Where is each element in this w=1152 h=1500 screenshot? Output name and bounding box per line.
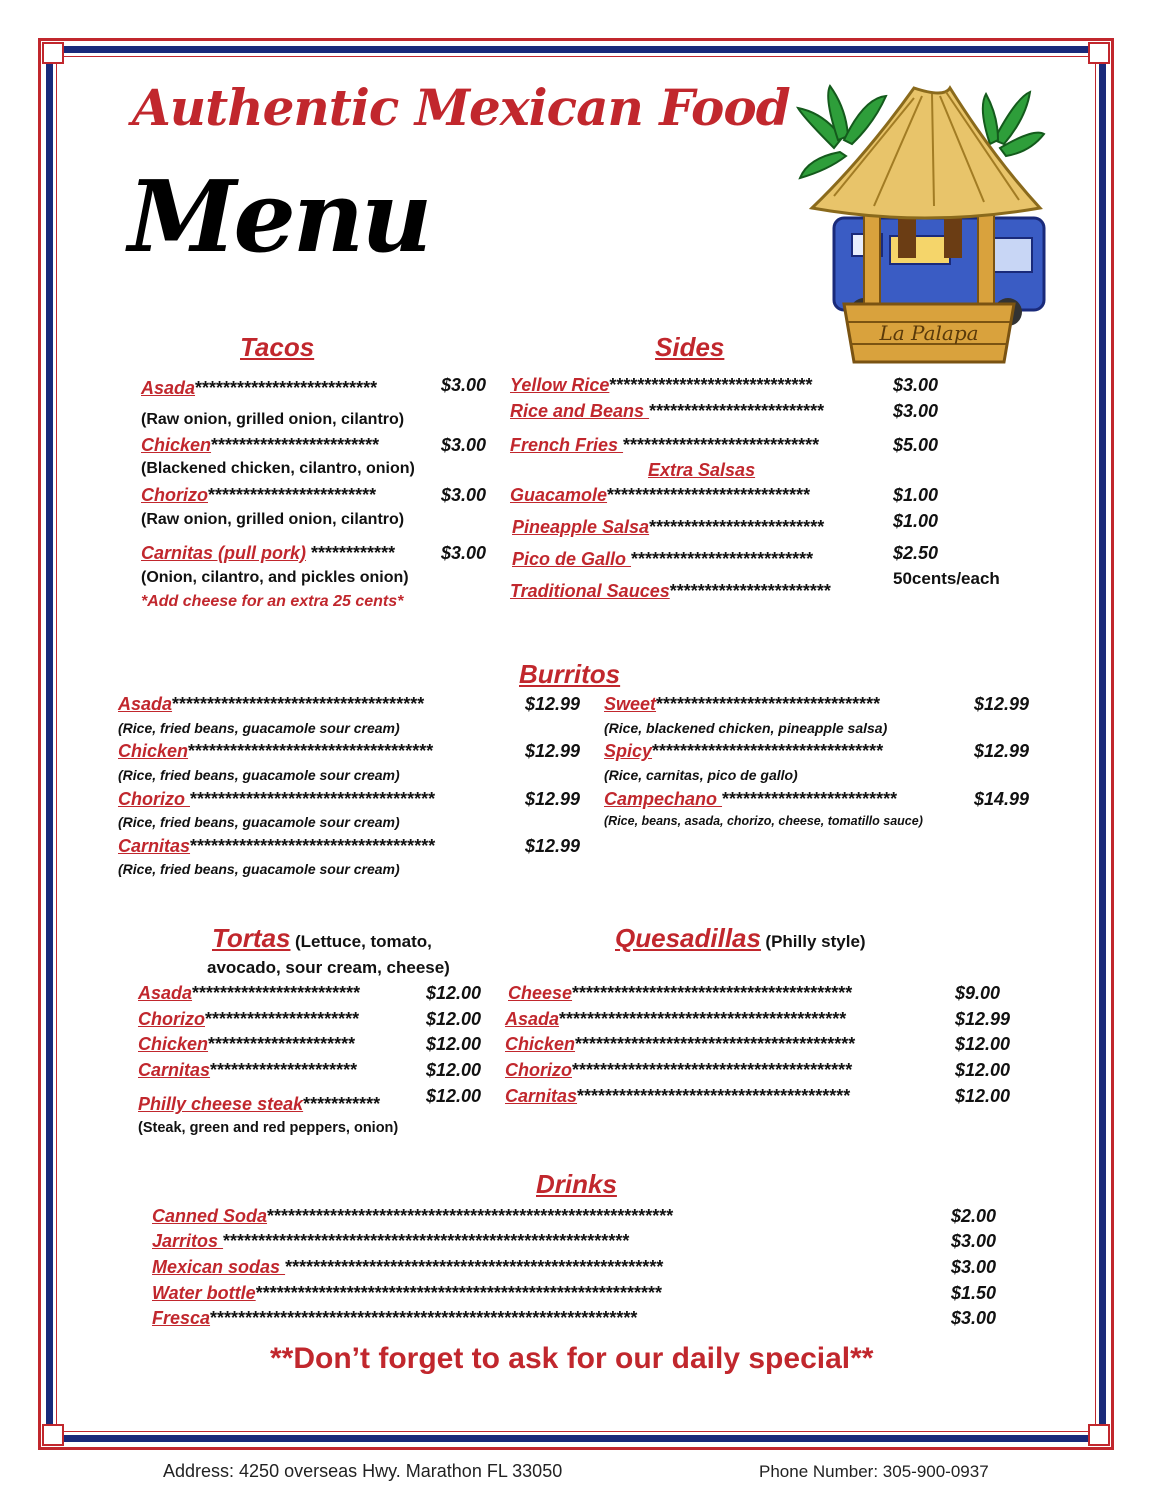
tacos-note: *Add cheese for an extra 25 cents* — [141, 593, 404, 610]
corner-ornament — [42, 1424, 64, 1446]
quesadillas-heading: Quesadillas — [615, 923, 761, 953]
quesadilla-price: $12.00 — [955, 1060, 1011, 1080]
salsa-item: Guacamole***************************** — [510, 485, 811, 505]
burritos-heading: Burritos — [519, 659, 621, 689]
tacos-price: $3.00 — [441, 543, 487, 563]
burrito-item: Chorizo *********************************** — [118, 789, 436, 809]
torta-item: Chorizo********************** — [138, 1009, 360, 1029]
burrito-item: Campechano ************************* — [604, 789, 898, 809]
sides-price: $5.00 — [893, 435, 939, 455]
torta-item: Carnitas********************* — [138, 1060, 358, 1080]
burrito-item: Sweet******************************** — [604, 694, 881, 714]
sides-heading: Sides — [655, 332, 725, 362]
quesadilla-price: $12.99 — [955, 1009, 1011, 1029]
drink-item: Fresca************************************************************* — [152, 1308, 638, 1328]
tacos-item: Chicken************************ — [141, 435, 380, 455]
drink-price: $3.00 — [951, 1231, 997, 1251]
burrito-desc: (Rice, carnitas, pico de gallo) — [604, 767, 798, 783]
sides-price: $3.00 — [893, 401, 939, 421]
burrito-item: Spicy********************************* — [604, 741, 884, 761]
footer-phone: Phone Number: 305-900-0937 — [759, 1462, 989, 1481]
torta-price: $12.00 — [426, 983, 482, 1003]
quesadilla-price: $9.00 — [955, 983, 1001, 1003]
torta-item: Asada************************ — [138, 983, 361, 1003]
torta-desc: (Steak, green and red peppers, onion) — [138, 1120, 399, 1136]
tacos-price: $3.00 — [441, 435, 487, 455]
sides-price: $3.00 — [893, 375, 939, 395]
sides-item: French Fries **************************** — [510, 435, 820, 455]
quesadilla-item: Asada***************************************** — [505, 1009, 847, 1029]
drink-price: $2.00 — [951, 1206, 997, 1226]
extra-salsas-heading: Extra Salsas — [648, 460, 756, 480]
tacos-desc: (Raw onion, grilled onion, cilantro) — [141, 511, 405, 528]
tortas-heading: Tortas — [212, 923, 291, 953]
drink-price: $3.00 — [951, 1308, 997, 1328]
corner-ornament — [1088, 1424, 1110, 1446]
torta-price: $12.00 — [426, 1086, 482, 1106]
quesadilla-item: Carnitas*************************************** — [505, 1086, 851, 1106]
subtitle: Authentic Mexican Food — [132, 78, 790, 137]
salsa-price: $1.00 — [893, 485, 939, 505]
quesadilla-item: Chicken**************************************** — [505, 1034, 856, 1054]
burrito-price: $12.99 — [525, 694, 581, 714]
salsa-item: Pico de Gallo ************************** — [512, 549, 814, 569]
drink-price: $1.50 — [951, 1283, 997, 1303]
drink-item: Jarritos ********************************************************** — [152, 1231, 630, 1251]
tacos-desc: (Raw onion, grilled onion, cilantro) — [141, 411, 405, 428]
burrito-desc: (Rice, blackened chicken, pineapple salsa) — [604, 720, 888, 736]
burrito-desc: (Rice, fried beans, guacamole sour cream) — [118, 767, 400, 783]
burrito-item: Chicken*********************************** — [118, 741, 434, 761]
tacos-price: $3.00 — [441, 375, 487, 395]
burrito-price: $12.99 — [974, 741, 1030, 761]
burrito-item: Asada************************************ — [118, 694, 425, 714]
quesadilla-price: $12.00 — [955, 1086, 1011, 1106]
daily-special-banner: **Don’t forget to ask for our daily special** — [270, 1342, 874, 1375]
burrito-price: $12.99 — [525, 836, 581, 856]
burrito-desc: (Rice, fried beans, guacamole sour cream) — [118, 720, 400, 736]
quesadillas-header — [615, 923, 866, 954]
sides-item: Yellow Rice***************************** — [510, 375, 813, 395]
torta-item: Philly cheese steak*********** — [138, 1094, 381, 1114]
burrito-price: $14.99 — [974, 789, 1030, 809]
tortas-header — [212, 923, 432, 954]
tacos-price: $3.00 — [441, 485, 487, 505]
drink-price: $3.00 — [951, 1257, 997, 1277]
quesadillas-note: (Philly style) — [765, 932, 866, 951]
tacos-desc: (Onion, cilantro, and pickles onion) — [141, 569, 409, 586]
corner-ornament — [1088, 42, 1110, 64]
logo-text: La Palapa — [879, 321, 979, 345]
sides-item: Rice and Beans ************************* — [510, 401, 825, 421]
salsa-price: $1.00 — [893, 511, 939, 531]
drink-item: Mexican sodas ****************************************************** — [152, 1257, 664, 1277]
burrito-price: $12.99 — [525, 789, 581, 809]
palapa-logo-icon — [794, 78, 1046, 368]
burrito-price: $12.99 — [525, 741, 581, 761]
torta-price: $12.00 — [426, 1034, 482, 1054]
burrito-desc: (Rice, fried beans, guacamole sour cream) — [118, 861, 400, 877]
salsa-price: $2.50 — [893, 543, 939, 563]
burrito-desc: (Rice, beans, asada, chorizo, cheese, tomatillo sauce) — [604, 814, 923, 828]
burrito-desc: (Rice, fried beans, guacamole sour cream) — [118, 814, 400, 830]
salsa-item: Traditional Sauces*********************** — [510, 581, 831, 601]
tacos-item: Chorizo************************ — [141, 485, 377, 505]
tacos-item: Asada************************** — [141, 378, 378, 398]
torta-item: Chicken********************* — [138, 1034, 356, 1054]
tacos-heading: Tacos — [240, 332, 315, 362]
torta-price: $12.00 — [426, 1060, 482, 1080]
tacos-desc: (Blackened chicken, cilantro, onion) — [141, 460, 415, 477]
salsa-price: 50cents/each — [893, 569, 1000, 588]
footer-address: Address: 4250 overseas Hwy. Marathon FL 33050 — [163, 1461, 563, 1481]
quesadilla-item: Cheese**************************************** — [508, 983, 853, 1003]
corner-ornament — [42, 42, 64, 64]
torta-price: $12.00 — [426, 1009, 482, 1029]
drink-item: Water bottle********************************************************** — [152, 1283, 662, 1303]
tacos-item: Carnitas (pull pork) ************ — [141, 543, 396, 563]
burrito-item: Carnitas*********************************** — [118, 836, 436, 856]
quesadilla-item: Chorizo**************************************** — [505, 1060, 853, 1080]
burrito-price: $12.99 — [974, 694, 1030, 714]
salsa-item: Pineapple Salsa************************* — [512, 517, 825, 537]
page-title: Menu — [128, 160, 430, 275]
tortas-note: (Lettuce, tomato, — [294, 932, 432, 951]
tortas-note: avocado, sour cream, cheese) — [207, 958, 450, 977]
quesadilla-price: $12.00 — [955, 1034, 1011, 1054]
drink-item: Canned Soda********************************************************** — [152, 1206, 674, 1226]
drinks-heading: Drinks — [536, 1169, 617, 1199]
